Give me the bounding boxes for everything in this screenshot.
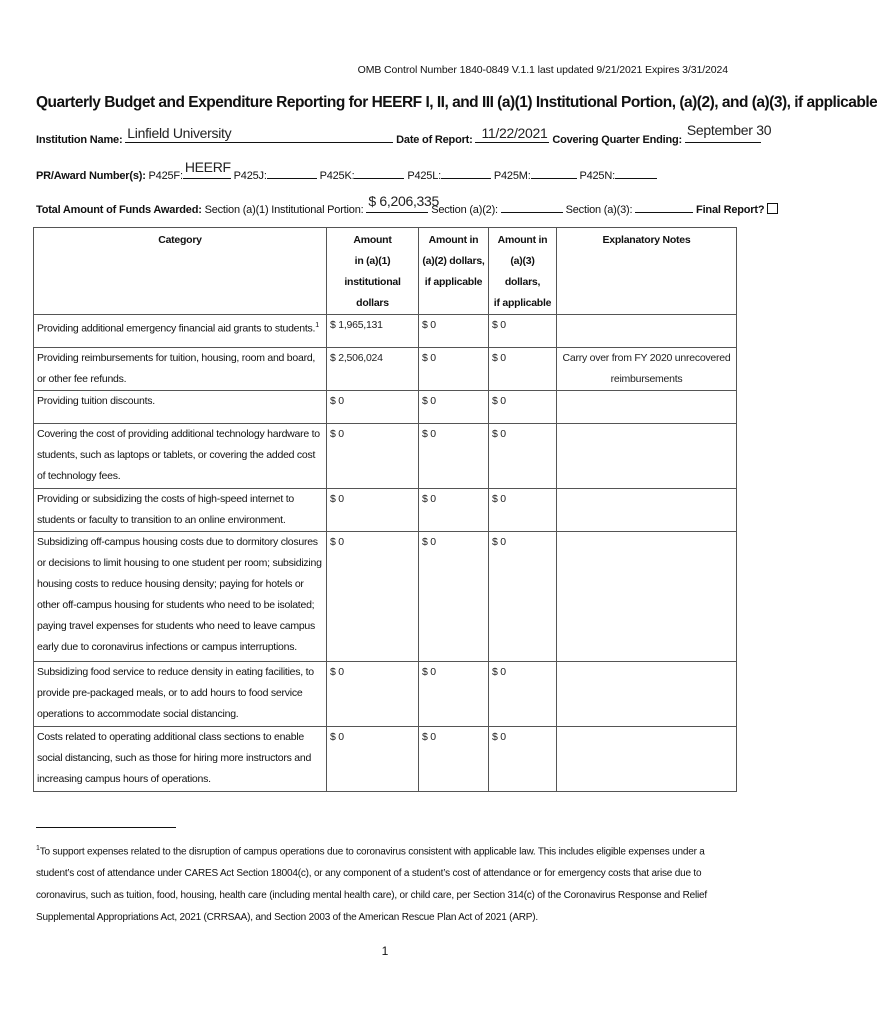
header-a2 <box>419 228 489 315</box>
final-report-label: Final Report? <box>696 204 765 216</box>
table-row <box>34 424 737 489</box>
header-a2-line: Amount in <box>428 234 479 246</box>
total-funds-line <box>36 193 778 216</box>
header-a2-line: if applicable <box>424 276 483 288</box>
row-a2-amount[interactable]: $ 0 <box>419 348 489 391</box>
row-notes[interactable] <box>557 727 737 792</box>
row-notes[interactable] <box>557 489 737 532</box>
p425m-field[interactable] <box>531 166 577 179</box>
table-row <box>34 727 737 792</box>
row-a2-amount[interactable]: $ 0 <box>419 315 489 348</box>
total-funds-label: Total Amount of Funds Awarded: <box>36 204 202 216</box>
row-a1-amount[interactable]: $ 0 <box>327 532 419 662</box>
p425f-value: HEERF <box>184 159 231 175</box>
p425j-label: P425J: <box>233 170 267 182</box>
quarter-label: Covering Quarter Ending: <box>552 134 682 146</box>
footnote-marker: 1 <box>36 845 40 852</box>
row-category <box>34 315 327 348</box>
row-a3-amount[interactable]: $ 0 <box>489 348 557 391</box>
row-category: Covering the cost of providing additional technology hardware to students, such as laptops or tablets, or covering the added cost of technology fees. <box>34 424 327 489</box>
row-a2-amount[interactable]: $ 0 <box>419 532 489 662</box>
row-a3-amount[interactable]: $ 0 <box>489 424 557 489</box>
row-a1-amount[interactable]: $ 0 <box>327 662 419 727</box>
p425n-label: P425N: <box>579 170 615 182</box>
p425l-field[interactable] <box>441 166 491 179</box>
pr-award-label: PR/Award Number(s): <box>36 170 146 182</box>
row-category: Subsidizing food service to reduce density in eating facilities, to provide pre-packaged meals, or to add hours to food service operations to accommodate social distancing. <box>34 662 327 727</box>
row-a3-amount[interactable]: $ 0 <box>489 532 557 662</box>
p425f-label: P425F: <box>148 170 183 182</box>
p425j-field[interactable] <box>267 166 317 179</box>
footnote-text: To support expenses related to the disruption of campus operations due to coronavirus consistent with applicable law. This includes eligible expenses under a student’s cost of attendance under CARES Act Section 18004(c), or any component of a student’s cost of attendance or for emergency costs that arise due to coronavirus, such as tuition, food, housing, health care (including mental health care), or child care, per Section 314(c) of the Coronavirus Response and Relief Supplemental Appropriations Act, 2021 (CRRSAA), and Section 2003 of the American Rescue Plan Act of 2021 (ARP). <box>36 846 707 924</box>
p425k-field[interactable] <box>354 166 404 179</box>
section-a3-field[interactable] <box>635 200 693 213</box>
date-field[interactable] <box>475 125 549 143</box>
institution-field[interactable] <box>125 125 393 143</box>
header-a1 <box>327 228 419 315</box>
row-a3-amount[interactable]: $ 0 <box>489 489 557 532</box>
quarter-field[interactable] <box>685 122 772 143</box>
row-category: Costs related to operating additional class sections to enable social distancing, such as those for hiring more instructors and increasing campus hours of operations. <box>34 727 327 792</box>
section-a1-value: $ 6,206,335 <box>368 193 440 209</box>
header-category: Category <box>34 228 327 315</box>
header-a1-line: in (a)(1) <box>354 255 391 267</box>
header-a1-line: Amount <box>353 234 392 246</box>
section-a3-label: Section (a)(3): <box>565 204 633 216</box>
footnote-divider <box>36 827 176 828</box>
row-category: Subsidizing off-campus housing costs due to dormitory closures or decisions to limit housing to one student per room; subsidizing housing costs to reduce housing density; paying for hotels or other off-campus housing for students who need to be isolated; paying travel expenses for students who need to leave campus early due to coronavirus infections or campus interruptions. <box>34 532 327 662</box>
page-number: 1 <box>381 944 389 958</box>
omb-control-number: OMB Control Number 1840-0849 V.1.1 last updated 9/21/2021 Expires 3/31/2024 <box>357 64 728 76</box>
row-a2-amount[interactable]: $ 0 <box>419 424 489 489</box>
p425k-label: P425K: <box>319 170 355 182</box>
row-notes[interactable] <box>557 315 737 348</box>
row-a1-amount[interactable]: $ 0 <box>327 391 419 424</box>
header-a3-line: if applicable <box>493 297 552 309</box>
section-a2-field[interactable] <box>501 200 563 213</box>
institution-line <box>36 122 772 146</box>
row-a2-amount[interactable]: $ 0 <box>419 489 489 532</box>
table-row <box>34 489 737 532</box>
row-category: Providing or subsidizing the costs of high-speed internet to students or faculty to transition to an online environment. <box>34 489 327 532</box>
final-report-checkbox[interactable] <box>767 203 778 214</box>
table-header-row <box>34 228 737 315</box>
row-a3-amount[interactable]: $ 0 <box>489 727 557 792</box>
date-label: Date of Report: <box>396 134 473 146</box>
p425n-field[interactable] <box>615 166 657 179</box>
row-notes[interactable] <box>557 424 737 489</box>
row-a3-amount[interactable]: $ 0 <box>489 391 557 424</box>
table-row <box>34 315 737 348</box>
row-a2-amount[interactable]: $ 0 <box>419 662 489 727</box>
section-a1-field[interactable] <box>366 193 440 213</box>
table-row <box>34 348 737 391</box>
header-a1-line: institutional dollars <box>344 276 401 309</box>
p425f-field[interactable] <box>183 159 231 179</box>
table-row <box>34 532 737 662</box>
section-a1-label: Section (a)(1) Institutional Portion: <box>204 204 364 216</box>
row-a1-amount[interactable]: $ 0 <box>327 424 419 489</box>
row-category-text: Providing additional emergency financial aid grants to students. <box>37 322 316 335</box>
footnote <box>36 838 736 929</box>
quarter-value: September 30 <box>686 122 772 138</box>
row-a1-amount[interactable]: $ 2,506,024 <box>327 348 419 391</box>
row-a1-amount[interactable]: $ 0 <box>327 727 419 792</box>
table-row <box>34 662 737 727</box>
row-notes[interactable] <box>557 532 737 662</box>
row-a3-amount[interactable]: $ 0 <box>489 315 557 348</box>
institution-label: Institution Name: <box>36 134 123 146</box>
row-a2-amount[interactable]: $ 0 <box>419 391 489 424</box>
header-notes: Explanatory Notes <box>557 228 737 315</box>
row-category: Providing tuition discounts. <box>34 391 327 424</box>
table-row <box>34 391 737 424</box>
row-notes[interactable] <box>557 391 737 424</box>
footnote-ref: 1 <box>315 322 319 329</box>
header-a3-line: Amount in <box>497 234 548 246</box>
date-value: 11/22/2021 <box>481 125 548 141</box>
row-notes[interactable]: Carry over from FY 2020 unrecovered reimbursements <box>557 348 737 391</box>
pr-award-line <box>36 159 657 182</box>
row-category: Providing reimbursements for tuition, housing, room and board, or other fee refunds. <box>34 348 327 391</box>
institution-value: Linfield University <box>127 125 232 141</box>
row-notes[interactable] <box>557 662 737 727</box>
row-a1-amount[interactable]: $ 0 <box>327 489 419 532</box>
row-a3-amount[interactable]: $ 0 <box>489 662 557 727</box>
expenditure-table <box>33 227 737 792</box>
row-a1-amount[interactable]: $ 1,965,131 <box>327 315 419 348</box>
header-a3-line: (a)(3) dollars, <box>504 255 541 288</box>
p425l-label: P425L: <box>407 170 441 182</box>
header-a2-line: (a)(2) dollars, <box>422 255 485 267</box>
section-a2-label: Section (a)(2): <box>431 204 498 216</box>
page-title: Quarterly Budget and Expenditure Reporting for HEERF I, II, and III (a)(1) Institutional Portion, (a)(2), and (a)(3), if applicable <box>36 94 877 111</box>
row-a2-amount[interactable]: $ 0 <box>419 727 489 792</box>
header-a3 <box>489 228 557 315</box>
p425m-label: P425M: <box>493 170 531 182</box>
